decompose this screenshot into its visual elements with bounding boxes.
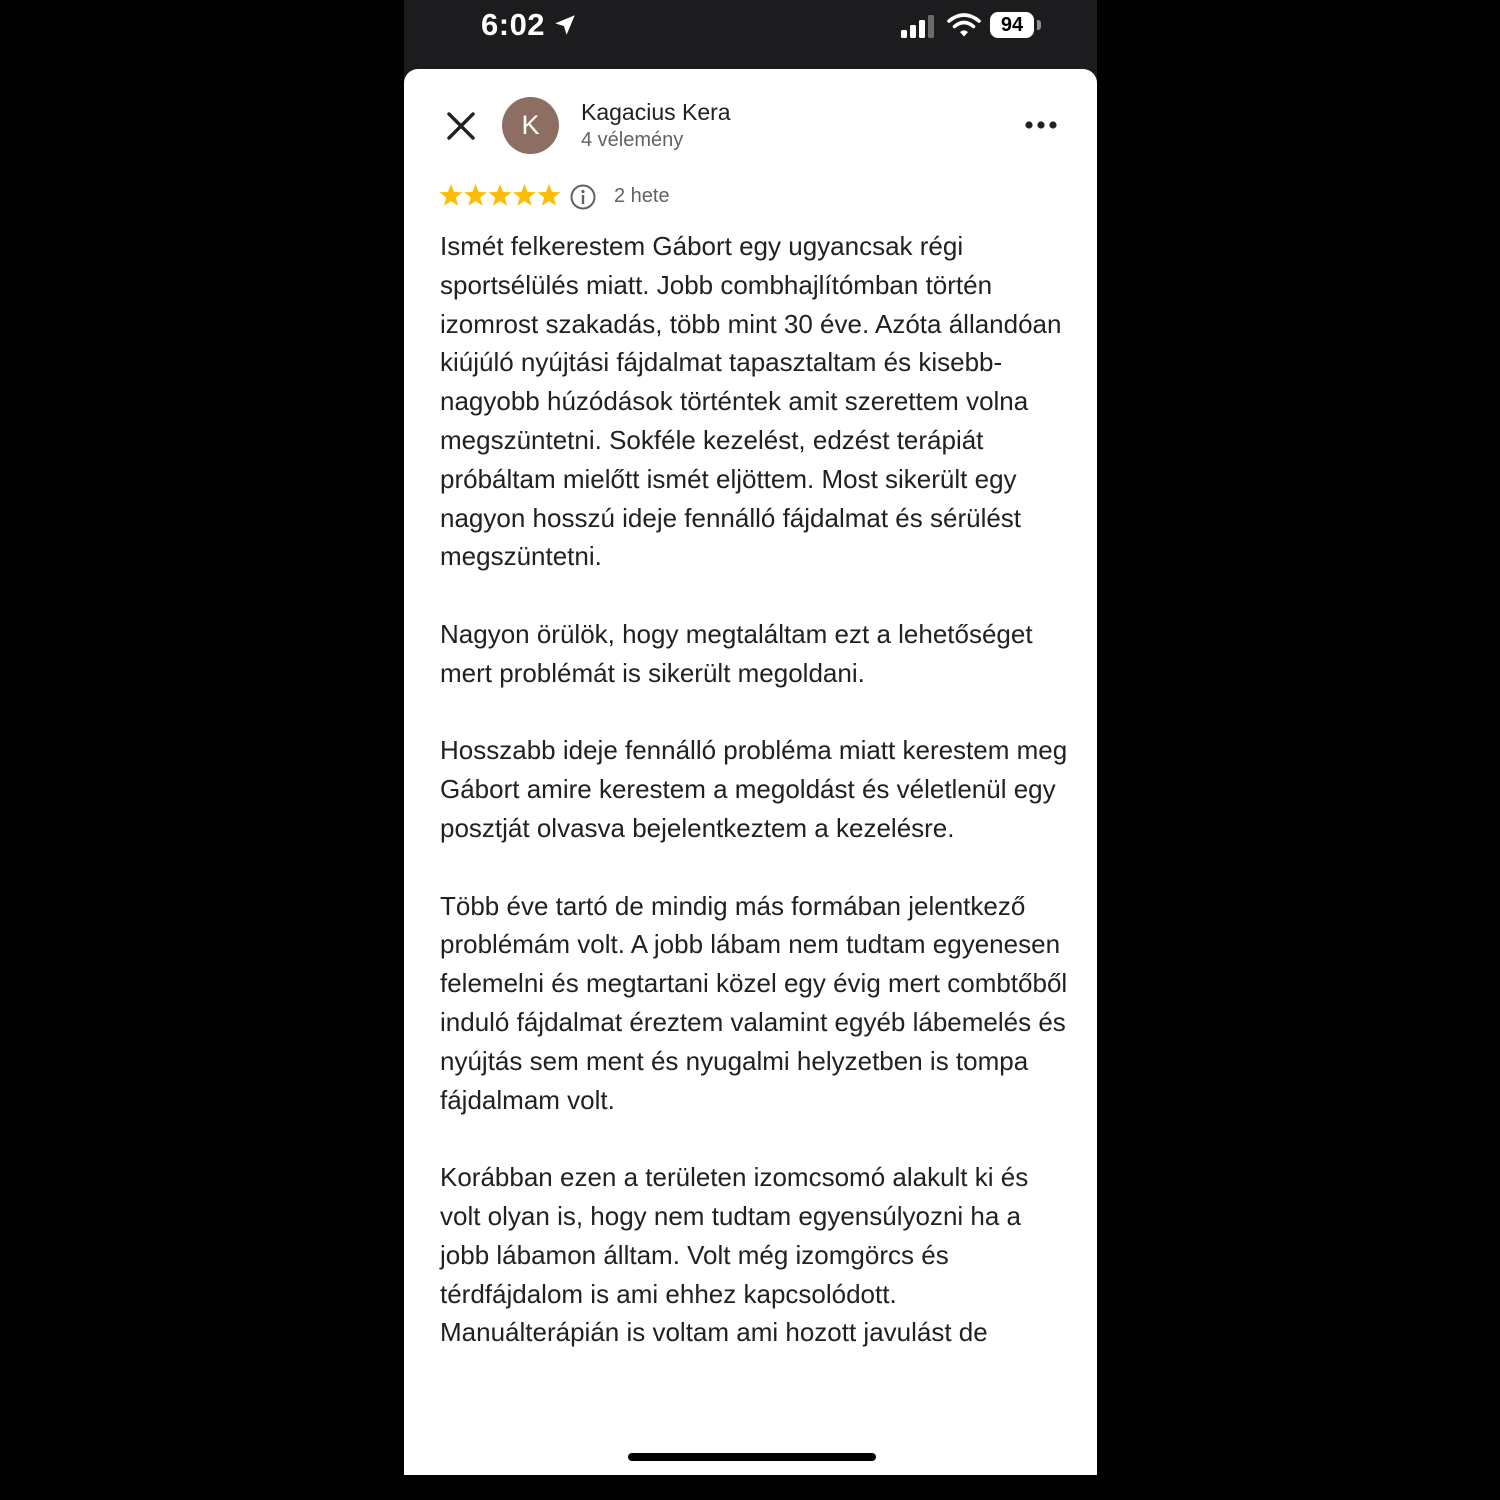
battery-icon — [990, 12, 1042, 40]
star-icon — [440, 184, 463, 206]
review-paragraph: Hosszabb ideje fennálló probléma miatt kerestem meg Gábort amire kerestem a megoldást és véletlenül egy posztját olvasva bejelentkeztem a kezelésre. — [440, 735, 1068, 843]
battery-level: 94 — [990, 12, 1034, 38]
avatar[interactable]: K — [502, 97, 559, 154]
home-indicator[interactable] — [628, 1453, 876, 1461]
review-paragraph: Nagyon örülök, hogy megtaláltam ezt a lehetőséget mert problémát is sikerült megoldani. — [440, 618, 1033, 688]
star-icon — [489, 184, 512, 206]
info-icon[interactable] — [569, 183, 597, 211]
phone-screen — [404, 0, 1097, 1475]
close-icon[interactable] — [444, 109, 478, 143]
review-detail-sheet — [404, 69, 1097, 1475]
more-options-icon[interactable] — [1022, 113, 1060, 137]
star-rating — [439, 182, 564, 210]
review-paragraph: Korábban ezen a területen izomcsomó alakult ki és volt olyan is, hogy nem tudtam egyensúlyozni ha a jobb lábamon álltam. Volt még izomgörcs és térdfájdalom is ami ehhez kapcsolódott. Manuálterápián is voltam ami hozott javulást de — [440, 1162, 1029, 1348]
star-icon — [538, 184, 561, 206]
status-time: 6:02 — [481, 7, 546, 42]
review-paragraph: Ismét felkerestem Gábort egy ugyancsak régi sportsélülés miatt. Jobb combhajlítómban történ izomrost szakadás, több mint 30 éve. Azóta állandóan kiújúló nyújtási fájdalmat tapasztaltam és kisebb-nagyobb húzódások történtek amit szerettem volna megszüntetni. Sokféle kezelést, edzést terápiát próbáltam mielőtt ismét eljöttem. Most sikerült egy nagyon hosszú ideje fennálló fájdalmat és sérülést megszüntetni. — [440, 231, 1062, 572]
review-paragraph: Több éve tartó de mindig más formában jelentkező problémám volt. A jobb lábam nem tudtam egyenesen felemelni és megtartani közel egy évig mert combtőből induló fájdalmat éreztem valamint egyéb lábemelés és nyújtás sem ment és nyugalmi helyzetben is tompa fájdalmam volt. — [440, 890, 1068, 1115]
status-bar — [404, 0, 1097, 56]
star-icon — [513, 184, 536, 206]
location-arrow-icon — [552, 12, 578, 38]
reviewer-name[interactable]: Kagacius Kera — [581, 99, 731, 125]
cellular-signal-icon — [900, 14, 936, 38]
wifi-icon — [947, 12, 981, 38]
review-text — [440, 227, 1072, 1391]
review-date: 2 hete — [614, 185, 670, 207]
battery-tip — [1037, 20, 1041, 30]
review-count: 4 vélemény — [581, 129, 684, 151]
star-icon — [464, 184, 487, 206]
